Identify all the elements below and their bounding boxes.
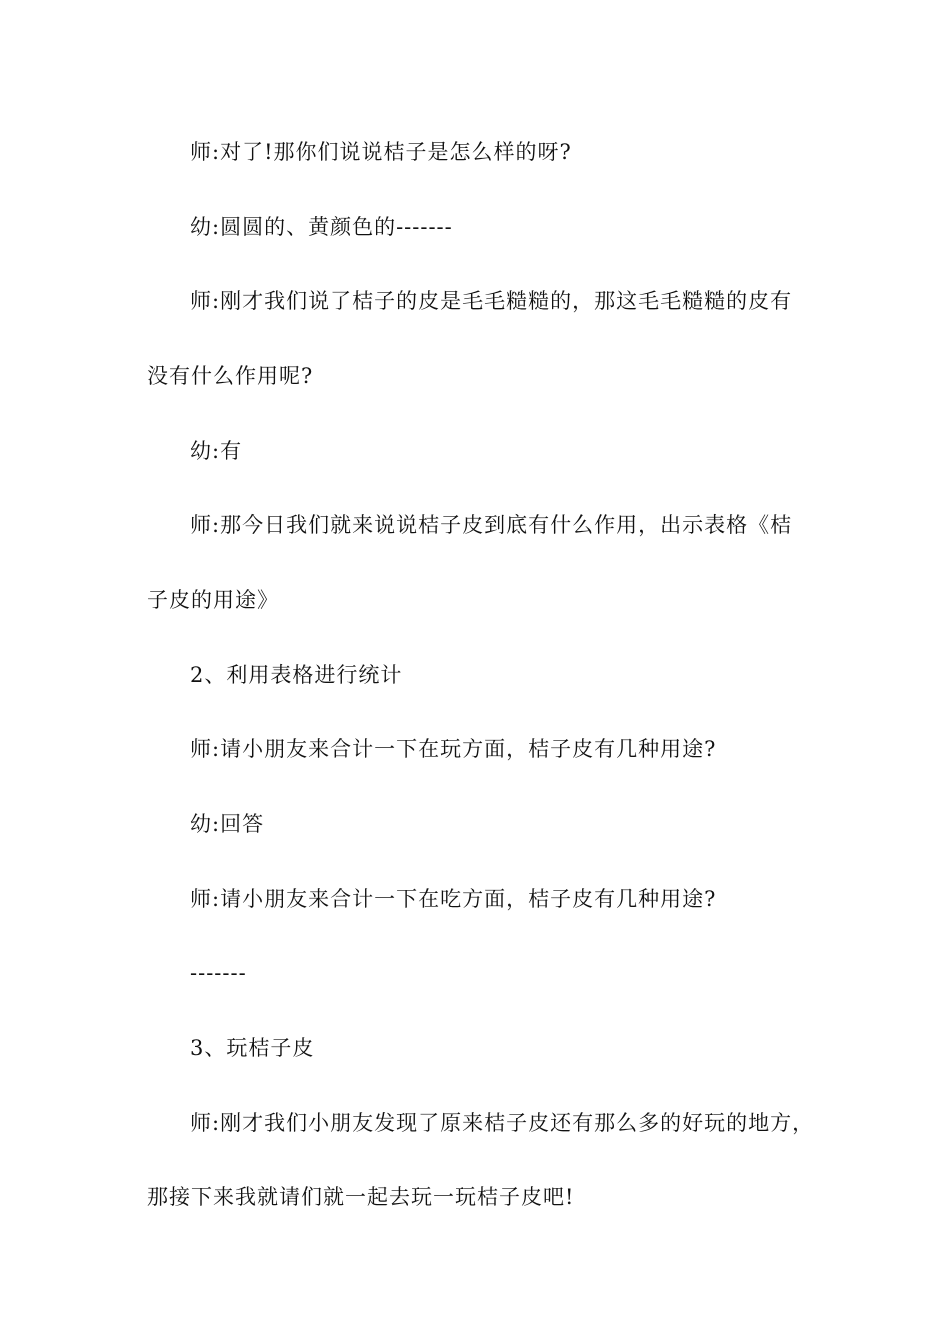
paragraph-line: 师:那今日我们就来说说桔子皮到底有什么作用，出示表格《桔 [190,513,793,537]
paragraph-line: ------- [190,961,247,985]
paragraph-line: 师:刚才我们小朋友发现了原来桔子皮还有那么多的好玩的地方， [190,1111,815,1135]
section-heading: 2、利用表格进行统计 [190,663,403,687]
paragraph-line: 没有什么作用呢? [147,364,314,388]
paragraph-line: 子皮的用途》 [147,588,279,612]
paragraph-line: 师:对了!那你们说说桔子是怎么样的呀? [190,140,572,164]
paragraph-line: 幼:回答 [190,812,265,836]
section-heading: 3、玩桔子皮 [190,1036,315,1060]
paragraph-line: 幼:有 [190,439,243,463]
paragraph-line: 师:请小朋友来合计一下在吃方面，桔子皮有几种用途? [190,887,717,911]
paragraph-line: 师:刚才我们说了桔子的皮是毛毛糙糙的，那这毛毛糙糙的皮有 [190,289,793,313]
paragraph-line: 那接下来我就请们就一起去玩一玩桔子皮吧! [147,1185,575,1209]
paragraph-line: 幼:圆圆的、黄颜色的------- [190,215,453,239]
paragraph-line: 师:请小朋友来合计一下在玩方面，桔子皮有几种用途? [190,737,717,761]
